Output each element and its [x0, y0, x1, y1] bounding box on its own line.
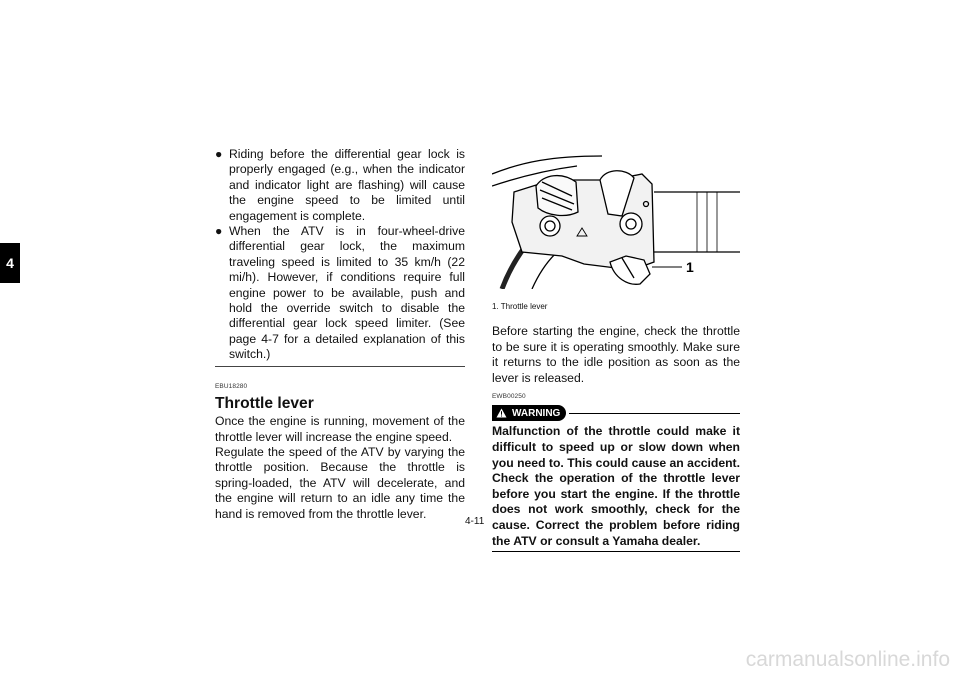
throttle-lever-drawing — [492, 152, 740, 289]
warning-triangle-icon — [496, 408, 507, 418]
page-number: 4-11 — [465, 516, 485, 527]
chapter-tab: 4 — [0, 243, 20, 283]
right-column — [492, 152, 740, 552]
bullet-icon: ● — [215, 224, 223, 239]
warning-badge — [492, 405, 566, 421]
warning-header — [492, 405, 740, 421]
warning-label: WARNING — [512, 407, 561, 419]
bullet-icon: ● — [215, 147, 223, 161]
bullet-item — [215, 224, 465, 363]
bullet-item — [215, 147, 465, 224]
section-code: EBU18280 — [215, 382, 248, 390]
paragraph: Before starting the engine, check the throttle to be sure it is operating smoothly. Make sure it returns to the idle position as soon as the lever is released. — [492, 324, 740, 385]
throttle-lever-illustration — [492, 152, 740, 289]
paragraph: Regulate the speed of the ATV by varying the throttle position. Because the throttle is spring-loaded, the ATV will decelerate, and the engine will return to an idle any time the hand is removed from the throttle lever. — [215, 444, 465, 521]
warning-code: EWB00250 — [492, 393, 526, 401]
warning-bottom-rule — [492, 551, 740, 552]
bullet-text: Riding before the differential gear lock is properly engaged (e.g., when the indicator and indicator light are flashing) will cause the engine speed to be limited until engagement is complete. — [229, 147, 465, 223]
paragraph: Once the engine is running, movement of the throttle lever will increase the engine speed. — [215, 414, 465, 444]
bullet-text: When the ATV is in four-wheel-drive differential gear lock, the maximum traveling speed is limited to 35 km/h (22 mi/h). However, if conditions require full engine power to be available, push and hold the override switch to disable the differential gear lock speed limiter. (See page 4-7 for a detailed explanation of this switch.) — [229, 224, 465, 362]
watermark: carmanualsonline.info — [745, 648, 950, 671]
figure-callout: 1 — [686, 259, 694, 275]
section-title: Throttle lever — [215, 395, 314, 413]
left-column — [215, 147, 465, 522]
warning-text: Malfunction of the throttle could make it difficult to speed up or slow down when you need to. This could cause an accident. Check the operation of the throttle lever before you start the engine. If the throttle does not work smoothly, check for the cause. Correct the problem before riding the ATV or consult a Yamaha dealer. — [492, 424, 740, 548]
section-divider — [215, 366, 465, 367]
figure-caption: 1. Throttle lever — [492, 302, 548, 311]
warning-rule — [569, 413, 740, 414]
